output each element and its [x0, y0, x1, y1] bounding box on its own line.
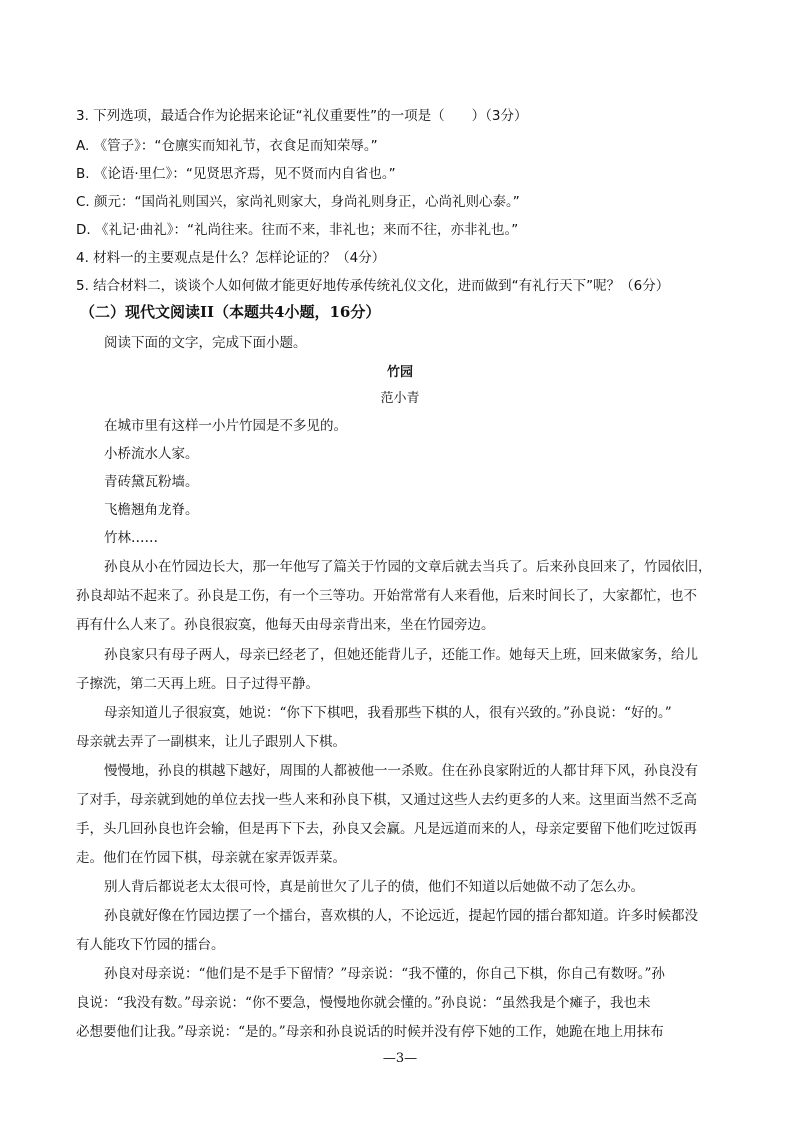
- question-4: 4. 材料一的主要观点是什么？怎样论证的？（4分）: [76, 250, 386, 266]
- question-3-option-d: D. 《礼记·曲礼》：“礼尚往来。往而不来，非礼也；来而不往，亦非礼也。”: [76, 222, 519, 238]
- article-line: 子擦洗，第二天再上班。日子过得平静。: [76, 676, 319, 692]
- article-line: 了对手，母亲就到她的单位去找一些人来和孙良下棋，又通过这些人去约更多的人来。这里面当然不乏高: [76, 792, 697, 808]
- section-instruction: 阅读下面的文字，完成下面小题。: [104, 335, 307, 351]
- article-line: 必想要他们让我。”母亲说：“是的。”母亲和孙良说话的时候并没有停下她的工作，她跪在地上用抹布: [76, 1024, 664, 1040]
- section-heading: （二）现代文阅读II（本题共4小题，16分）: [80, 303, 381, 321]
- article-line: 慢慢地，孙良的棋越下越好，周围的人都被他一一杀败。住在孙良家附近的人都甘拜下风，孙良没有: [104, 763, 698, 779]
- question-3: 3. 下列选项，最适合作为论据来论证“礼仪重要性”的一项是（ ）（3分）: [76, 108, 528, 124]
- question-3-option-c: C. 颜元：“国尚礼则国兴，家尚礼则家大，身尚礼则身正，心尚礼则心泰。”: [76, 194, 520, 210]
- article-line: 孙良对母亲说：“他们是不是手下留情？”母亲说：“我不懂的，你自己下棋，你自己有数呀。”孙: [104, 966, 665, 982]
- article-title: 竹园: [386, 365, 413, 380]
- article-line: 走。他们在竹园下棋，母亲就在家弄饭弄菜。: [76, 850, 346, 866]
- question-3-option-b: B. 《论语·里仁》：“见贤思齐焉，见不贤而内自省也。”: [76, 166, 396, 182]
- article-line: 青砖黛瓦粉墙。: [104, 474, 199, 490]
- article-line: 孙良就好像在竹园边摆了一个擂台，喜欢棋的人，不论远近，提起竹园的擂台都知道。许多时候都没: [104, 908, 698, 924]
- article-line: 在城市里有这样一小片竹园是不多见的。: [104, 418, 347, 434]
- article-line: 别人背后都说老太太很可怜，真是前世欠了儿子的债，他们不知道以后她做不动了怎么办。: [104, 879, 644, 895]
- article-line: 母亲就去弄了一副棋来，让儿子跟别人下棋。: [76, 734, 346, 750]
- question-3-option-a: A. 《管子》：“仓廪实而知礼节，衣食足而知荣辱。”: [76, 138, 378, 154]
- article-line: 飞檐翘角龙脊。: [104, 502, 199, 518]
- article-line: 小桥流水人家。: [104, 446, 199, 462]
- page-number: —3—: [382, 1051, 418, 1066]
- article-line: 孙良家只有母子两人，母亲已经老了，但她还能背儿子，还能工作。她每天上班，回来做家务，给儿: [104, 647, 698, 663]
- article-line: 孙良从小在竹园边长大，那一年他写了篇关于竹园的文章后就去当兵了。后来孙良回来了，竹园依旧，: [104, 559, 712, 575]
- article-line: 母亲知道儿子很寂寞，她说：“你下下棋吧，我看那些下棋的人，很有兴致的。”孙良说：“好的。”: [104, 705, 672, 721]
- article-line: 孙良却站不起来了。孙良是工伤，有一个三等功。开始常常有人来看他，后来时间长了，大家都忙，也不: [76, 588, 697, 604]
- article-line: 有人能攻下竹园的擂台。: [76, 937, 225, 953]
- question-5: 5. 结合材料二，谈谈个人如何做才能更好地传承传统礼仪文化，进而做到“有礼行天下”呢？（6分）: [76, 278, 670, 294]
- article-line: 再有什么人来了。孙良很寂寞，他每天由母亲背出来，坐在竹园旁边。: [76, 617, 495, 633]
- article-line: 竹林……: [104, 530, 158, 546]
- article-line: 良说：“我没有数。”母亲说：“你不要急，慢慢地你就会懂的。”孙良说：“虽然我是个瘫子，我也未: [76, 995, 651, 1011]
- article-line: 手，头几回孙良也许会输，但是再下下去，孙良又会赢。凡是远道而来的人，母亲定要留下他们吃过饭再: [76, 821, 697, 837]
- article-author: 范小青: [380, 391, 420, 406]
